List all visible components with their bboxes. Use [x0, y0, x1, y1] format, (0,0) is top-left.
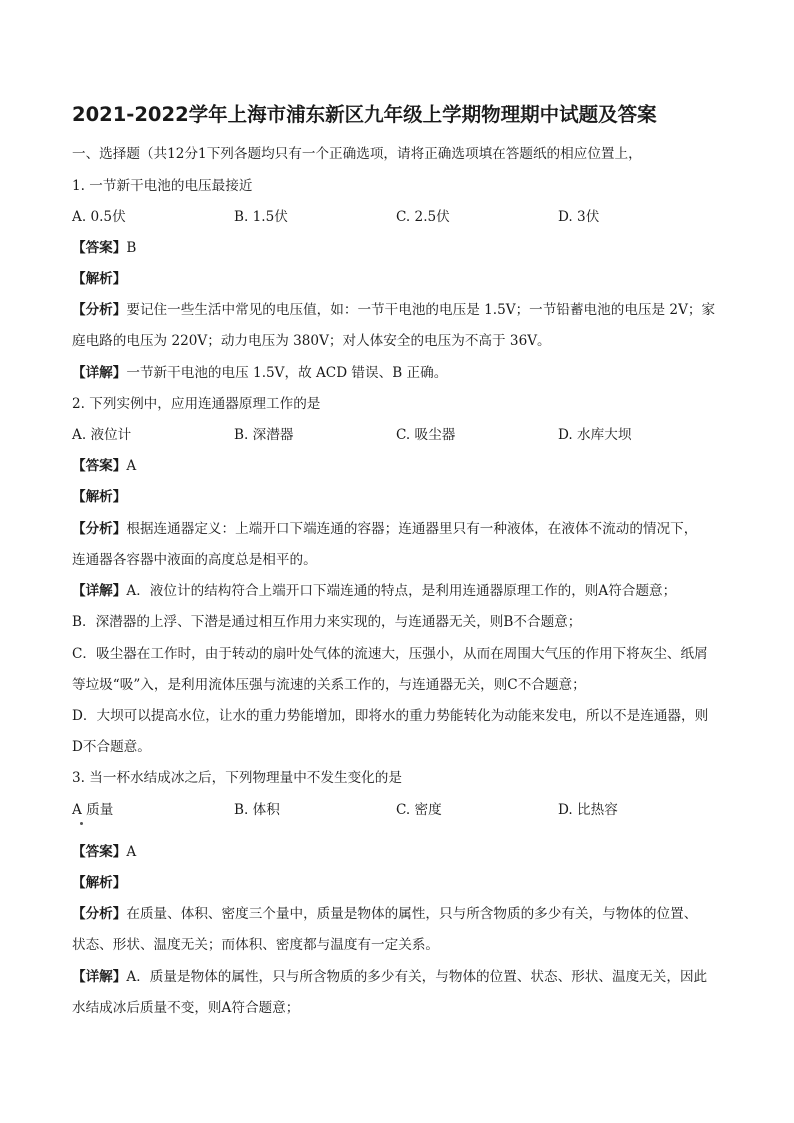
xiangjie-tag: 【详解】 — [72, 583, 127, 599]
q3-analysis-heading — [72, 874, 737, 892]
q3-option-a: A 质量 — [72, 802, 114, 818]
q2-option-a: A. 液位计 — [72, 427, 132, 443]
document-title: 2021-2022学年上海市浦东新区九年级上学期物理期中试题及答案 — [72, 103, 657, 126]
q2-xiangjie-text: A．液位计的结构符合上端开口下端连通的特点，是利用连通器原理工作的，则A符合题意； — [126, 583, 677, 599]
q1-fenxi-line-2: 庭电路的电压为 220V；动力电压为 380V；对人体安全的电压为不高于 36V。 — [72, 333, 551, 349]
q1-fenxi-text-1: 要记住一些生活中常见的电压值，如：一节干电池的电压是 1.5V；一节铅蓄电池的电压是 2V；家 — [126, 302, 716, 318]
q2-answer-value: A — [126, 458, 137, 474]
q1-analysis-heading — [72, 270, 737, 288]
fenxi-tag: 【分析】 — [72, 521, 127, 537]
q2-answer — [72, 457, 737, 475]
q2-detail-c-1: C．吸尘器在工作时，由于转动的扇叶处气体的流速大，压强小，从而在周围大气压的作用下将灰尘、纸屑 — [72, 646, 708, 662]
q1-option-a: A. 0.5伏 — [72, 209, 126, 225]
q2-xiangjie — [72, 582, 737, 600]
q1-stem: 1. 一节新干电池的电压最接近 — [72, 178, 253, 194]
q2-detail-d-1: D．大坝可以提高水位，让水的重力势能增加，即将水的重力势能转化为动能来发电，所以不是连通器，则 — [72, 708, 709, 724]
q2-stem: 2. 下列实例中，应用连通器原理工作的是 — [72, 396, 321, 412]
q3-option-c: C. 密度 — [396, 802, 442, 818]
q1-answer-value: B — [126, 240, 137, 256]
q2-detail-c-2: 等垃圾“吸”入，是利用流体压强与流速的关系工作的，与连通器无关，则C不合题意； — [72, 677, 586, 693]
q1-fenxi-line-1 — [72, 301, 737, 319]
section-heading: 一、选择题（共12分1下列各题均只有一个正确选项，请将正确选项填在答题纸的相应位置上， — [72, 146, 642, 162]
q1-xiangjie — [72, 364, 737, 382]
fenxi-tag: 【分析】 — [72, 906, 127, 922]
q1-answer — [72, 239, 737, 257]
answer-tag: 【答案】 — [72, 844, 127, 860]
q3-answer — [72, 843, 737, 861]
answer-tag: 【答案】 — [72, 240, 127, 256]
q2-analysis-heading — [72, 488, 737, 506]
q2-fenxi-line-2: 连通器各容器中液面的高度总是相平的。 — [72, 552, 317, 568]
q3-option-d: D. 比热容 — [558, 802, 618, 818]
q1-xiangjie-text: 一节新干电池的电压 1.5V，故 ACD 错误、B 正确。 — [126, 365, 448, 381]
analysis-tag: 【解析】 — [72, 875, 127, 891]
answer-tag: 【答案】 — [72, 458, 127, 474]
q3-xiangjie-line-1 — [72, 968, 737, 986]
q1-option-c: C. 2.5伏 — [396, 209, 450, 225]
q3-fenxi-line-2: 状态、形状、温度无关；而体积、密度都与温度有一定关系。 — [72, 937, 440, 953]
q3-stem: 3. 当一杯水结成冰之后，下列物理量中不发生变化的是 — [72, 770, 402, 786]
q1-option-b: B. 1.5伏 — [234, 209, 288, 225]
analysis-tag: 【解析】 — [72, 489, 127, 505]
q3-xiangjie-text-1: A．质量是物体的属性，只与所含物质的多少有关，与物体的位置、状态、形状、温度无关，因此 — [126, 969, 708, 985]
fenxi-tag: 【分析】 — [72, 302, 127, 318]
q2-fenxi-text-1: 根据连通器定义：上端开口下端连通的容器；连通器里只有一种液体，在液体不流动的情况下， — [126, 521, 698, 537]
stray-dot — [80, 822, 83, 825]
q2-option-c: C. 吸尘器 — [396, 427, 456, 443]
q2-option-b: B. 深潜器 — [234, 427, 294, 443]
q2-detail-d-2: D不合题意。 — [72, 739, 151, 755]
q3-fenxi-line-1 — [72, 905, 737, 923]
q3-option-b: B. 体积 — [234, 802, 280, 818]
q2-fenxi-line-1 — [72, 520, 737, 538]
q2-detail-b: B．深潜器的上浮、下潜是通过相互作用力来实现的，与连通器无关，则B不合题意； — [72, 614, 582, 630]
q3-answer-value: A — [126, 844, 137, 860]
analysis-tag: 【解析】 — [72, 271, 127, 287]
xiangjie-tag: 【详解】 — [72, 365, 127, 381]
q1-option-d: D. 3伏 — [558, 209, 600, 225]
q2-option-d: D. 水库大坝 — [558, 427, 632, 443]
q3-xiangjie-line-2: 水结成冰后质量不变，则A符合题意； — [72, 1000, 300, 1016]
xiangjie-tag: 【详解】 — [72, 969, 127, 985]
q3-fenxi-text-1: 在质量、体积、密度三个量中，质量是物体的属性，只与所含物质的多少有关，与物体的位置、 — [126, 906, 698, 922]
